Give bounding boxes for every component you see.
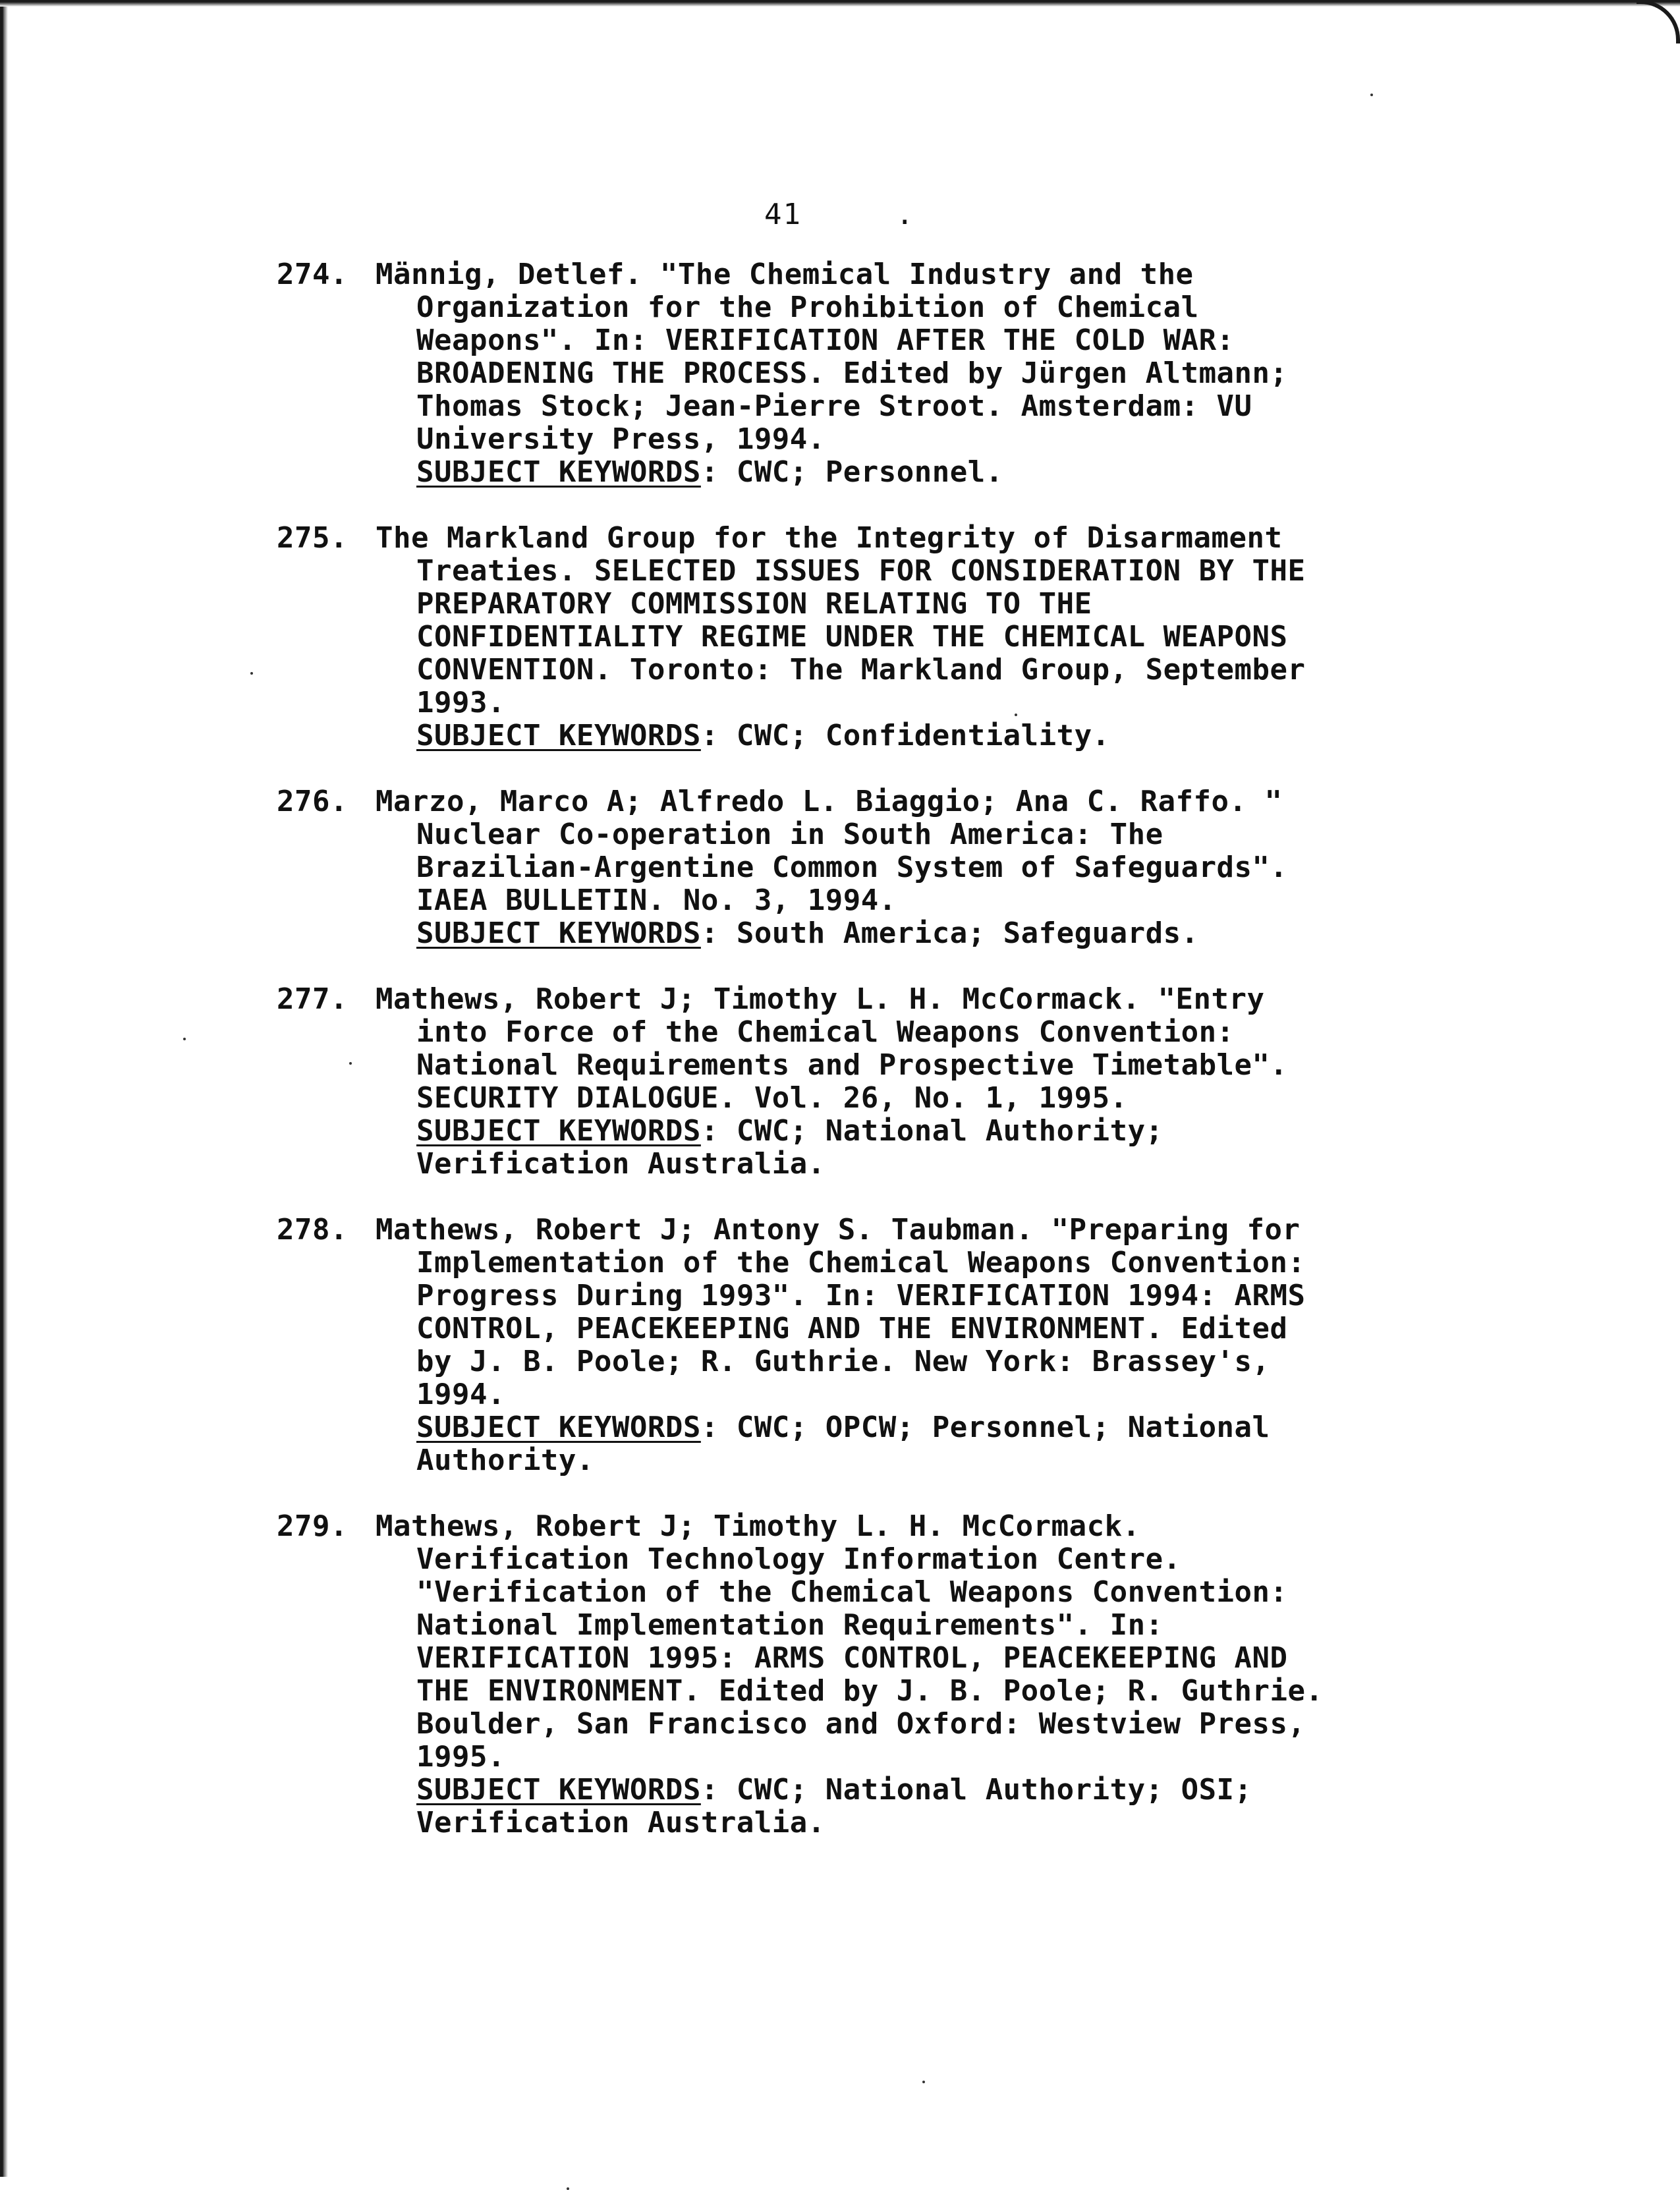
entry-text-line: IAEA BULLETIN. No. 3, 1994. [416, 884, 897, 917]
entry-number: 275. [277, 521, 348, 555]
entry-number: 276. [277, 785, 348, 818]
entry-text-line: Mathews, Robert J; Timothy L. H. McCormack. [376, 1509, 1140, 1543]
bibliography-entry [277, 522, 1528, 752]
entry-text-line: Verification Technology Information Centre. [416, 1542, 1181, 1576]
scan-speck [1370, 94, 1373, 96]
subject-keywords [416, 917, 1528, 950]
scan-speck [183, 1038, 186, 1040]
entry-text-line: Mathews, Robert J; Timothy L. H. McCormack. "Entry [376, 982, 1265, 1016]
entry-text-line: Implementation of the Chemical Weapons Convention: [416, 1246, 1306, 1279]
scan-speck [567, 2187, 569, 2190]
subject-keywords-label: SUBJECT KEYWORDS [416, 455, 701, 489]
entry-text-line: Männig, Detlef. "The Chemical Industry and the [376, 258, 1194, 291]
subject-keywords-label: SUBJECT KEYWORDS [416, 719, 701, 752]
entry-number: 274. [277, 258, 348, 291]
entry-text-line: BROADENING THE PROCESS. Edited by Jürgen Altmann; [416, 356, 1288, 390]
subject-keywords-continued: Verification Australia. [416, 1147, 826, 1181]
subject-keywords [416, 1115, 1528, 1148]
scan-edge-left [0, 0, 8, 2177]
subject-keywords-label: SUBJECT KEYWORDS [416, 1114, 701, 1148]
scan-edge-top [0, 0, 1680, 7]
entry-text-line: CONTROL, PEACEKEEPING AND THE ENVIRONMENT. Edited [416, 1312, 1288, 1345]
subject-keywords-values: : CWC; OPCW; Personnel; National [700, 1411, 1270, 1444]
subject-keywords-label: SUBJECT KEYWORDS [416, 916, 701, 950]
entry-text-line: National Requirements and Prospective Timetable". [416, 1048, 1288, 1082]
subject-keywords [416, 1411, 1528, 1444]
subject-keywords-values: : CWC; Confidentiality. [700, 719, 1110, 752]
entry-text-line: The Markland Group for the Integrity of Disarmament [376, 521, 1283, 555]
subject-keywords-continued: Authority. [416, 1444, 594, 1477]
entry-number: 279. [277, 1509, 348, 1543]
subject-keywords-label: SUBJECT KEYWORDS [416, 1411, 701, 1444]
entry-text-line: VERIFICATION 1995: ARMS CONTROL, PEACEKEEPING AND [416, 1641, 1288, 1675]
subject-keywords [416, 1774, 1528, 1807]
entry-text-line: Weapons". In: VERIFICATION AFTER THE COLD WAR: [416, 323, 1235, 357]
entry-text-line: National Implementation Requirements". In: [416, 1608, 1163, 1642]
bibliography-entry [277, 258, 1528, 489]
entry-text-line: into Force of the Chemical Weapons Convention: [416, 1015, 1235, 1049]
page-number-mark: . [896, 198, 914, 231]
entry-text-line: CONVENTION. Toronto: The Markland Group, September [416, 653, 1306, 687]
entry-text-line: University Press, 1994. [416, 422, 826, 456]
scan-speck [922, 2081, 925, 2083]
subject-keywords-label: SUBJECT KEYWORDS [416, 1773, 701, 1807]
entry-text-line: Mathews, Robert J; Antony S. Taubman. "Preparing for [376, 1213, 1301, 1247]
entry-text-line: PREPARATORY COMMISSION RELATING TO THE [416, 587, 1092, 621]
bibliography-entry [277, 785, 1528, 950]
entry-text-line: Treaties. SELECTED ISSUES FOR CONSIDERATION BY THE [416, 554, 1306, 588]
entry-text-line: Brazilian-Argentine Common System of Safeguards". [416, 851, 1288, 884]
subject-keywords-values: : CWC; Personnel. [700, 455, 1003, 489]
bibliography-entry [277, 1510, 1528, 1839]
entry-text-line: SECURITY DIALOGUE. Vol. 26, No. 1, 1995. [416, 1081, 1128, 1115]
entry-number: 278. [277, 1213, 348, 1247]
subject-keywords-values: : CWC; National Authority; OSI; [700, 1773, 1252, 1807]
scan-speck [250, 672, 253, 675]
subject-keywords [416, 456, 1528, 489]
scan-speck [1015, 714, 1017, 716]
entry-text-line: Progress During 1993". In: VERIFICATION 1994: ARMS [416, 1279, 1306, 1312]
subject-keywords-values: : CWC; National Authority; [700, 1114, 1163, 1148]
entry-text-line: "Verification of the Chemical Weapons Convention: [416, 1575, 1288, 1609]
entry-text-line: 1994. [416, 1378, 505, 1411]
entry-text-line: Organization for the Prohibition of Chemical [416, 291, 1199, 324]
entry-text-line: Nuclear Co-operation in South America: The [416, 818, 1163, 851]
entry-text-line: THE ENVIRONMENT. Edited by J. B. Poole; R. Guthrie. [416, 1674, 1324, 1708]
entry-text-line: Thomas Stock; Jean-Pierre Stroot. Amsterdam: VU [416, 389, 1252, 423]
page-number: 41 [764, 198, 802, 231]
entry-text-line: 1993. [416, 686, 505, 719]
entry-text-line: Marzo, Marco A; Alfredo L. Biaggio; Ana C. Raffo. " [376, 785, 1283, 818]
subject-keywords-continued: Verification Australia. [416, 1806, 826, 1839]
entry-number: 277. [277, 982, 348, 1016]
scan-speck [349, 1062, 352, 1065]
bibliography-entry [277, 1214, 1528, 1477]
subject-keywords-values: : South America; Safeguards. [700, 916, 1199, 950]
bibliography-list [277, 258, 1528, 1872]
entry-text-line: by J. B. Poole; R. Guthrie. New York: Brassey's, [416, 1345, 1270, 1378]
entry-text-line: 1995. [416, 1740, 505, 1774]
subject-keywords [416, 719, 1528, 752]
bibliography-entry [277, 983, 1528, 1181]
entry-text-line: CONFIDENTIALITY REGIME UNDER THE CHEMICAL WEAPONS [416, 620, 1288, 654]
entry-text-line: Boulder, San Francisco and Oxford: Westview Press, [416, 1707, 1306, 1741]
